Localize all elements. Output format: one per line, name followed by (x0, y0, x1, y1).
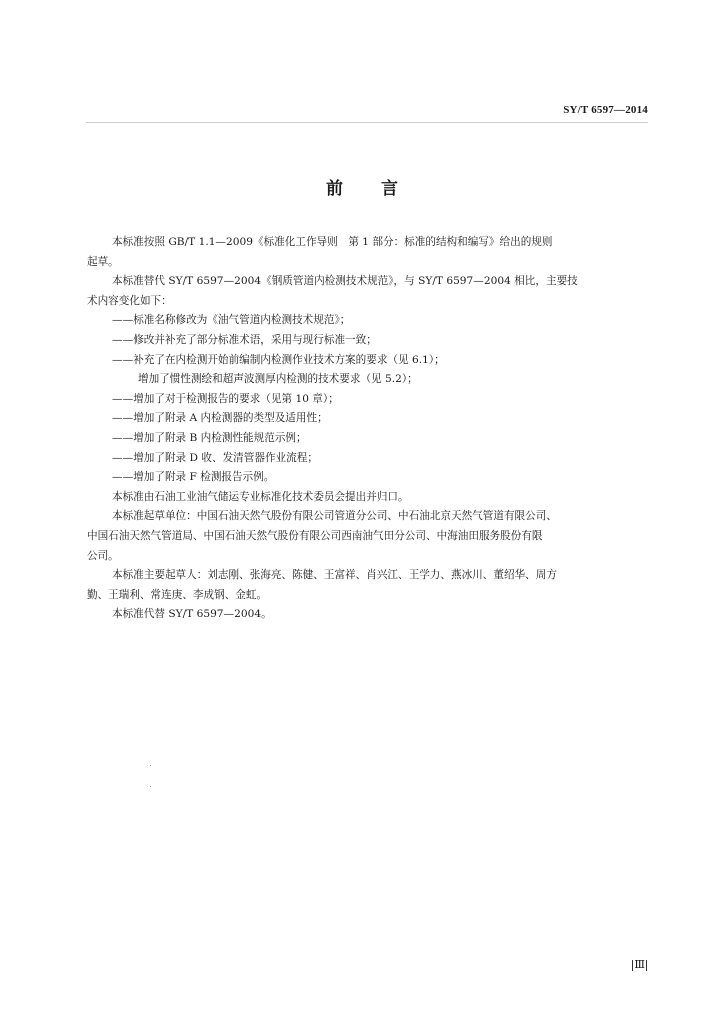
paragraph-line: 公司。 (87, 549, 119, 562)
paragraph-line: 起草。 (87, 255, 119, 268)
page-number: Ⅲ (634, 959, 645, 971)
paragraph-line: 本标准替代 SY/T 6597—2004《钢质管道内检测技术规范》，与 SY/T 6597—2004 相比，主要技 (112, 275, 578, 288)
foreword-body (87, 233, 651, 625)
paragraph-line: 术内容变化如下： (87, 294, 172, 307)
scan-speck (150, 786, 151, 787)
paragraph-line: 中国石油天然气管道局、中国石油天然气股份有限公司西南油气田分公司、中海油田服务股份有限 (87, 529, 543, 542)
list-item: ——增加了附录 D 收、发清管器作业流程； (112, 451, 318, 464)
list-item: ——增加了附录 F 检测报告示例。 (112, 471, 275, 484)
list-item: ——补充了在内检测开始前编制内检测作业技术方案的要求（见 6.1）； (112, 353, 445, 366)
standard-number: SY/T 6597—2014 (563, 104, 648, 116)
list-item: ——标准名称修改为《油气管道内检测技术规范》； (112, 314, 351, 327)
paragraph-line: 本标准主要起草人：刘志刚、张海亮、陈健、王富祥、肖兴江、王学力、燕冰川、董绍华、周方 (112, 569, 557, 582)
page-title: 前言 (326, 179, 436, 199)
paragraph-line: 本标准按照 GB/T 1.1—2009《标准化工作导则 第 1 部分：标准的结构和编写》给出的规则 (112, 236, 553, 248)
list-item: ——修改并补充了部分标准术语，采用与现行标准一致； (112, 333, 377, 346)
list-item: 增加了惯性测绘和超声波测厚内检测的技术要求（见 5.2）； (138, 373, 418, 386)
paragraph-line: 本标准由石油工业油气储运专业标准化技术委员会提出并归口。 (112, 490, 409, 503)
paragraph-line: 勤、王瑞利、常连庚、李成钢、金虹。 (87, 588, 268, 601)
list-item: ——增加了对于检测报告的要求（见第 10 章）； (112, 392, 339, 405)
list-item: ——增加了附录 A 内检测器的类型及适用性； (112, 412, 328, 425)
list-item: ——增加了附录 B 内检测性能规范示例； (112, 431, 307, 444)
header-rule (86, 122, 648, 123)
paragraph-line: 本标准起草单位：中国石油天然气股份有限公司管道分公司、中石油北京天然气管道有限公司、 (112, 510, 557, 523)
scan-speck (150, 765, 151, 766)
paragraph-line: 本标准代替 SY/T 6597—2004。 (112, 608, 272, 621)
